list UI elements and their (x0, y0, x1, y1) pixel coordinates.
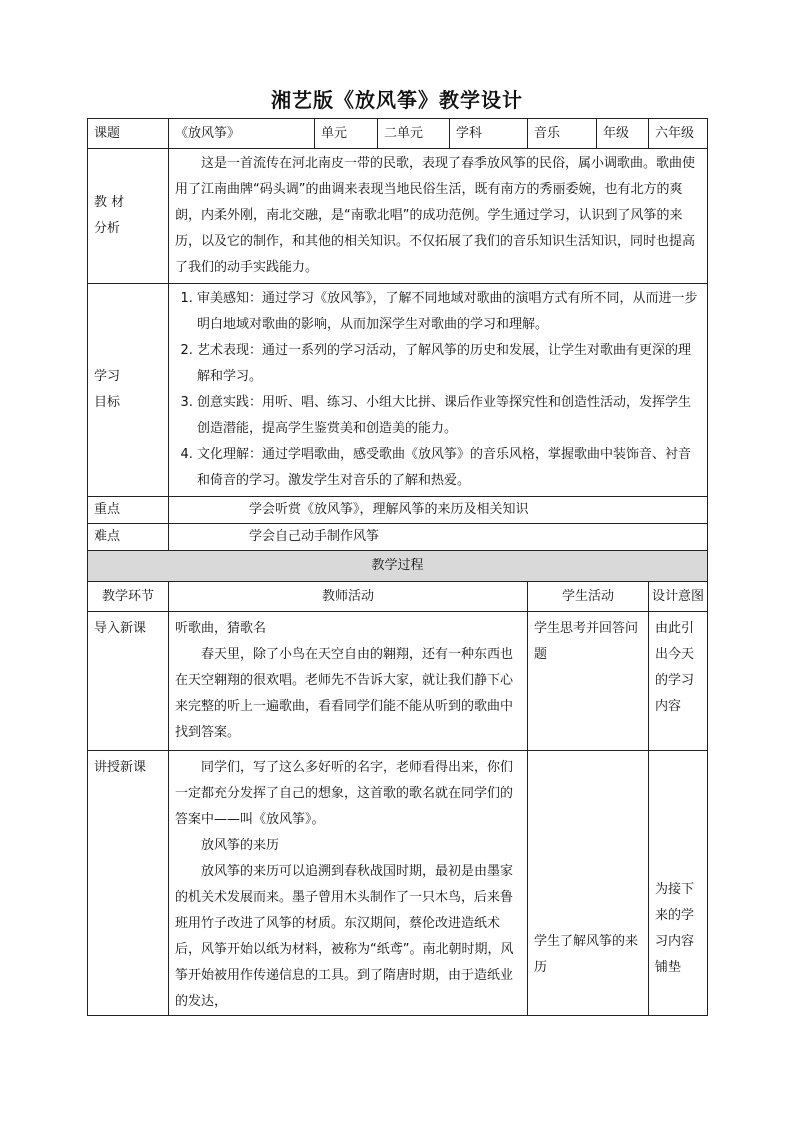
key-label: 重点 (88, 497, 169, 524)
goal-item: 2. 艺术表现：通过一系列的学习活动，了解风筝的历史和发展，让学生对歌曲有更深的理解和学习。 (197, 338, 701, 390)
goals-label: 学习 目标 (88, 284, 169, 497)
teacher-lecture-p3: 放风筝的来历可以追溯到春秋战国时期，最初是由墨家的机关术发展而来。墨子曾用木头制作了一只木鸟，后来鲁班用竹子改进了风筝的材质。东汉期间，蔡伦改进造纸术后，风筝开始以纸为材料，被称为“纸鸢”。南北朝时期，风筝开始被用作传递信息的工具。到了隋唐时期，由于造纸业的发达， (175, 864, 514, 1009)
difficulty-text: 学会自己动手制作风筝 (169, 524, 708, 551)
analysis-text: 这是一首流传在河北南皮一带的民歌，表现了春季放风筝的民俗，属小调歌曲。歌曲使用了江南曲牌“码头调”的曲调来表现当地民俗生活，既有南方的秀丽委婉，也有北方的爽朗，内柔外刚，南北交融，是“南歌北唱”的成功范例。学生通过学习，认识到了风筝的来历，以及它的制作，和其他的相关知识。不仅拓展了我们的音乐知识生活知识，同时也提高了我们的动手实践能力。 (175, 156, 696, 275)
unit-value: 二单元 (378, 119, 450, 149)
stage-lecture: 讲授新课 (88, 751, 169, 1016)
grade-value: 六年级 (649, 119, 708, 149)
difficulty-row (88, 524, 708, 551)
goal-item: 3. 创意实践：用听、唱、练习、小组大比拼、课后作业等探究性和创造性活动，发挥学生创造潜能，提高学生鉴赏美和创造美的能力。 (197, 390, 701, 442)
goals-list (175, 286, 701, 494)
intent-intro: 由此引出今天的学习内容 (649, 612, 708, 751)
lesson-plan-table (87, 118, 708, 1016)
goal-item: 4. 文化理解：通过学唱歌曲，感受歌曲《放风筝》的音乐风格，掌握歌曲中装饰音、衬音和倚音的学习。激发学生对音乐的了解和热爱。 (197, 442, 701, 494)
key-text: 学会听赏《放风筝》，理解风筝的来历及相关知识 (169, 497, 708, 524)
key-row (88, 497, 708, 524)
subject-value: 音乐 (528, 119, 597, 149)
document-title: 湘艺版《放风筝》教学设计 (271, 88, 523, 112)
teacher-intro-lead: 听歌曲，猜歌名 (175, 621, 267, 636)
student-intro: 学生思考并回答问题 (528, 612, 649, 751)
process-header-row (88, 551, 708, 582)
stage-intro: 导入新课 (88, 612, 169, 751)
analysis-label: 教 材 分析 (88, 149, 169, 284)
process-row-intro (88, 612, 708, 751)
intent-lecture: 为接下来的学习内容铺垫 (649, 751, 708, 1016)
goals-row (88, 284, 708, 497)
student-lecture: 学生了解风筝的来历 (528, 751, 649, 1016)
grade-label: 年级 (597, 119, 649, 149)
info-row (88, 119, 708, 149)
column-student: 学生活动 (528, 582, 649, 612)
process-header: 教学过程 (88, 551, 708, 582)
topic-label: 课题 (88, 119, 169, 149)
topic-value: 《放风筝》 (169, 119, 315, 149)
subject-label: 学科 (450, 119, 528, 149)
teacher-lecture-p2: 放风筝的来历 (201, 838, 280, 853)
process-row-lecture (88, 751, 708, 1016)
column-stage: 教学环节 (88, 582, 169, 612)
column-intent: 设计意图 (649, 582, 708, 612)
teacher-lecture-p1: 同学们，写了这么多好听的名字，老师看得出来，你们一定都充分发挥了自己的想象，这首歌的歌名就在同学们的答案中——叫《放风筝》。 (175, 760, 514, 827)
goal-item: 1. 审美感知：通过学习《放风筝》，了解不同地域对歌曲的演唱方式有所不同，从而进一步明白地域对歌曲的影响，从而加深学生对歌曲的学习和理解。 (197, 286, 701, 338)
unit-label: 单元 (315, 119, 378, 149)
column-teacher: 教师活动 (169, 582, 528, 612)
process-columns-row (88, 582, 708, 612)
teacher-intro-text: 春天里，除了小鸟在天空自由的翱翔，还有一种东西也在天空翱翔的很欢唱。老师先不告诉大家，就让我们静下心来完整的听上一遍歌曲，看看同学们能不能从听到的歌曲中找到答案。 (175, 647, 514, 740)
difficulty-label: 难点 (88, 524, 169, 551)
analysis-row (88, 149, 708, 284)
